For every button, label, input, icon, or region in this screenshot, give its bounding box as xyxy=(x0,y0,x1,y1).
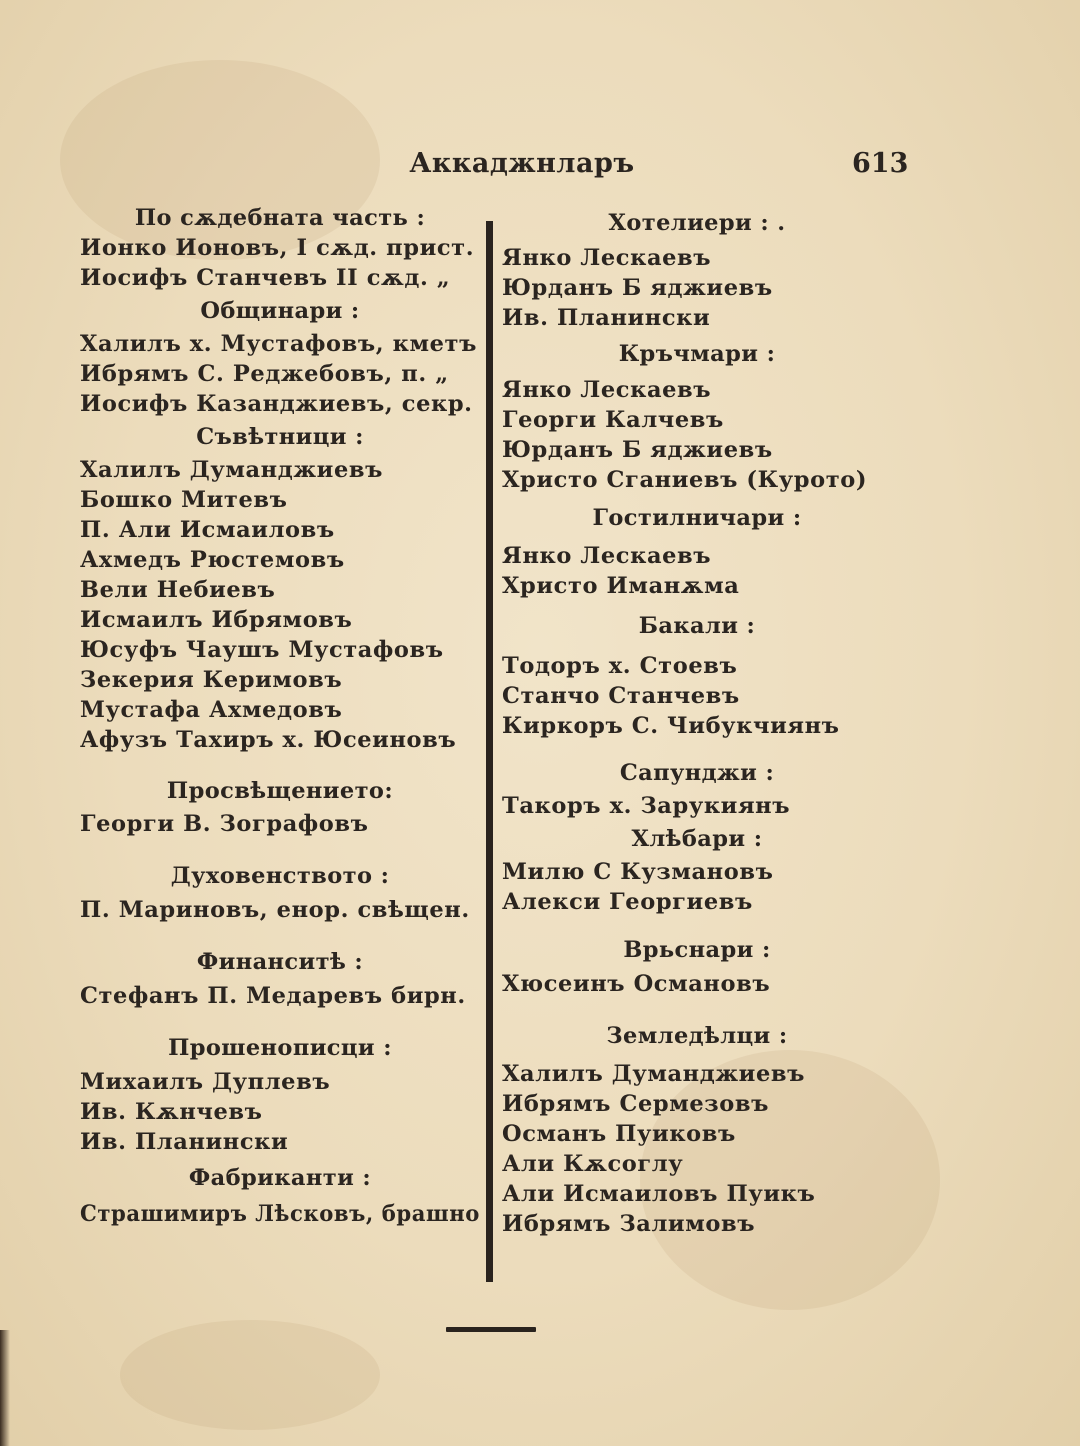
list-item: Хюсеинъ Османовъ xyxy=(502,971,771,997)
list-item: Янко Лескаевъ xyxy=(502,377,712,403)
section-heading: Сапунджи : xyxy=(619,760,775,786)
list-item: Афузъ Тахиръ х. Юсеиновъ xyxy=(80,727,457,753)
section-heading: Прошенописци : xyxy=(168,1035,392,1061)
list-item: Юсуфъ Чаушъ Мустафовъ xyxy=(80,637,444,663)
section-heading: Просвѣщението: xyxy=(166,778,394,804)
list-item: Георги В. Зографовъ xyxy=(80,811,369,837)
section-heading: Врьснари : xyxy=(623,937,771,963)
column-divider xyxy=(486,221,493,1282)
section-taverners xyxy=(502,333,892,495)
section-heading: Духовенството : xyxy=(170,863,390,889)
list-item: Ибрямъ Залимовъ xyxy=(502,1211,756,1237)
list-item: Зекерия Керимовъ xyxy=(80,667,343,693)
page-title: Аккаджнларъ xyxy=(409,148,635,179)
section-manufacturers xyxy=(80,1157,480,1229)
list-item: Юрданъ Б яджиевъ xyxy=(502,437,773,463)
list-item: Иосифъ Казанджиевъ, секр. xyxy=(80,391,473,417)
right-column xyxy=(502,203,892,1239)
list-item: Ахмедъ Рюстемовъ xyxy=(80,547,345,573)
spacer xyxy=(502,741,892,755)
section-heading: Земледѣлци : xyxy=(606,1023,788,1049)
list-item: Милю С Кузмановъ xyxy=(502,859,774,885)
page-edge-shadow xyxy=(0,1330,10,1446)
list-item: Али Кѫсоглу xyxy=(502,1151,684,1177)
list-item: Халилъ Думанджиевъ xyxy=(80,457,383,483)
list-item: Янко Лескаевъ xyxy=(502,245,712,271)
list-item: Ибрямъ С. Реджебовъ, п. „ xyxy=(80,361,449,387)
list-item: Христо Сганиевъ (Курото) xyxy=(502,467,868,493)
section-grocers xyxy=(502,601,892,741)
list-item: Михаилъ Дуплевъ xyxy=(80,1069,331,1095)
section-heading: Хотелиери : . xyxy=(608,210,786,236)
section-farmers xyxy=(502,1013,892,1239)
section-heading: По сѫдебната часть : xyxy=(134,205,426,231)
section-education xyxy=(80,773,480,839)
section-heading: Фабриканти : xyxy=(188,1165,372,1191)
section-municipal xyxy=(80,293,480,419)
list-item: П. Мариновъ, енор. свѣщен. xyxy=(80,897,470,923)
section-finance xyxy=(80,943,480,1011)
section-bakers xyxy=(502,821,892,917)
list-item: Халилъ Думанджиевъ xyxy=(502,1061,805,1087)
section-heading: Съвѣтници : xyxy=(196,424,364,450)
section-innkeepers xyxy=(502,495,892,601)
list-item: Исмаилъ Ибрямовъ xyxy=(80,607,353,633)
list-item: Ив. Планински xyxy=(502,305,711,331)
list-item: Вели Небиевъ xyxy=(80,577,276,603)
left-column xyxy=(80,203,480,1229)
section-petition-writers xyxy=(80,1029,480,1157)
spacer xyxy=(80,755,480,773)
list-item: Стефанъ П. Медаревъ бирн. xyxy=(80,983,466,1009)
list-item: Христо Иманѫма xyxy=(502,573,740,599)
list-item: Юрданъ Б яджиевъ xyxy=(502,275,773,301)
list-item: Ибрямъ Сермезовъ xyxy=(502,1091,769,1117)
list-item: Османъ Пуиковъ xyxy=(502,1121,736,1147)
section-heading: Гостилничари : xyxy=(592,505,802,531)
section-soapmakers xyxy=(502,755,892,821)
section-heading: Бакали : xyxy=(638,613,756,639)
list-item: Ионко Ионовъ, I сѫд. прист. xyxy=(80,235,475,261)
list-item: Такоръ х. Зарукиянъ xyxy=(502,793,791,819)
section-heading: Кръчмари : xyxy=(618,341,776,367)
list-item: Янко Лескаевъ xyxy=(502,543,712,569)
section-heading: Хлѣбари : xyxy=(631,826,763,852)
end-rule xyxy=(446,1327,536,1332)
list-item: Киркоръ С. Чибукчиянъ xyxy=(502,713,840,739)
list-item: Али Исмаиловъ Пуикъ xyxy=(502,1181,816,1207)
page-number: 613 xyxy=(852,148,909,179)
list-item: Георги Калчевъ xyxy=(502,407,724,433)
list-item: Иосифъ Станчевъ II сѫд. „ xyxy=(80,265,451,291)
list-item: Мустафа Ахмедовъ xyxy=(80,697,343,723)
list-item: Страшимиръ Лѣсковъ, брашно xyxy=(80,1201,480,1227)
paper-stain xyxy=(120,1320,380,1430)
section-heading: Общинари : xyxy=(200,298,360,324)
section-clergy xyxy=(80,857,480,925)
list-item: Ив. Планински xyxy=(80,1129,289,1155)
list-item: П. Али Исмаиловъ xyxy=(80,517,335,543)
section-councillors xyxy=(80,419,480,755)
list-item: Станчо Станчевъ xyxy=(502,683,740,709)
spacer xyxy=(502,999,892,1013)
section-judicial xyxy=(80,203,480,293)
section-barbers xyxy=(502,931,892,999)
spacer xyxy=(80,839,480,857)
spacer xyxy=(80,1011,480,1029)
list-item: Бошко Митевъ xyxy=(80,487,288,513)
section-hoteliers xyxy=(502,203,892,333)
spacer xyxy=(502,917,892,931)
list-item: Халилъ х. Мустафовъ, кметъ xyxy=(80,331,477,357)
list-item: Ив. Кѫнчевъ xyxy=(80,1099,263,1125)
spacer xyxy=(80,925,480,943)
section-heading: Финанситѣ : xyxy=(196,949,364,975)
list-item: Алекси Георгиевъ xyxy=(502,889,753,915)
list-item: Тодоръ х. Стоевъ xyxy=(502,653,738,679)
